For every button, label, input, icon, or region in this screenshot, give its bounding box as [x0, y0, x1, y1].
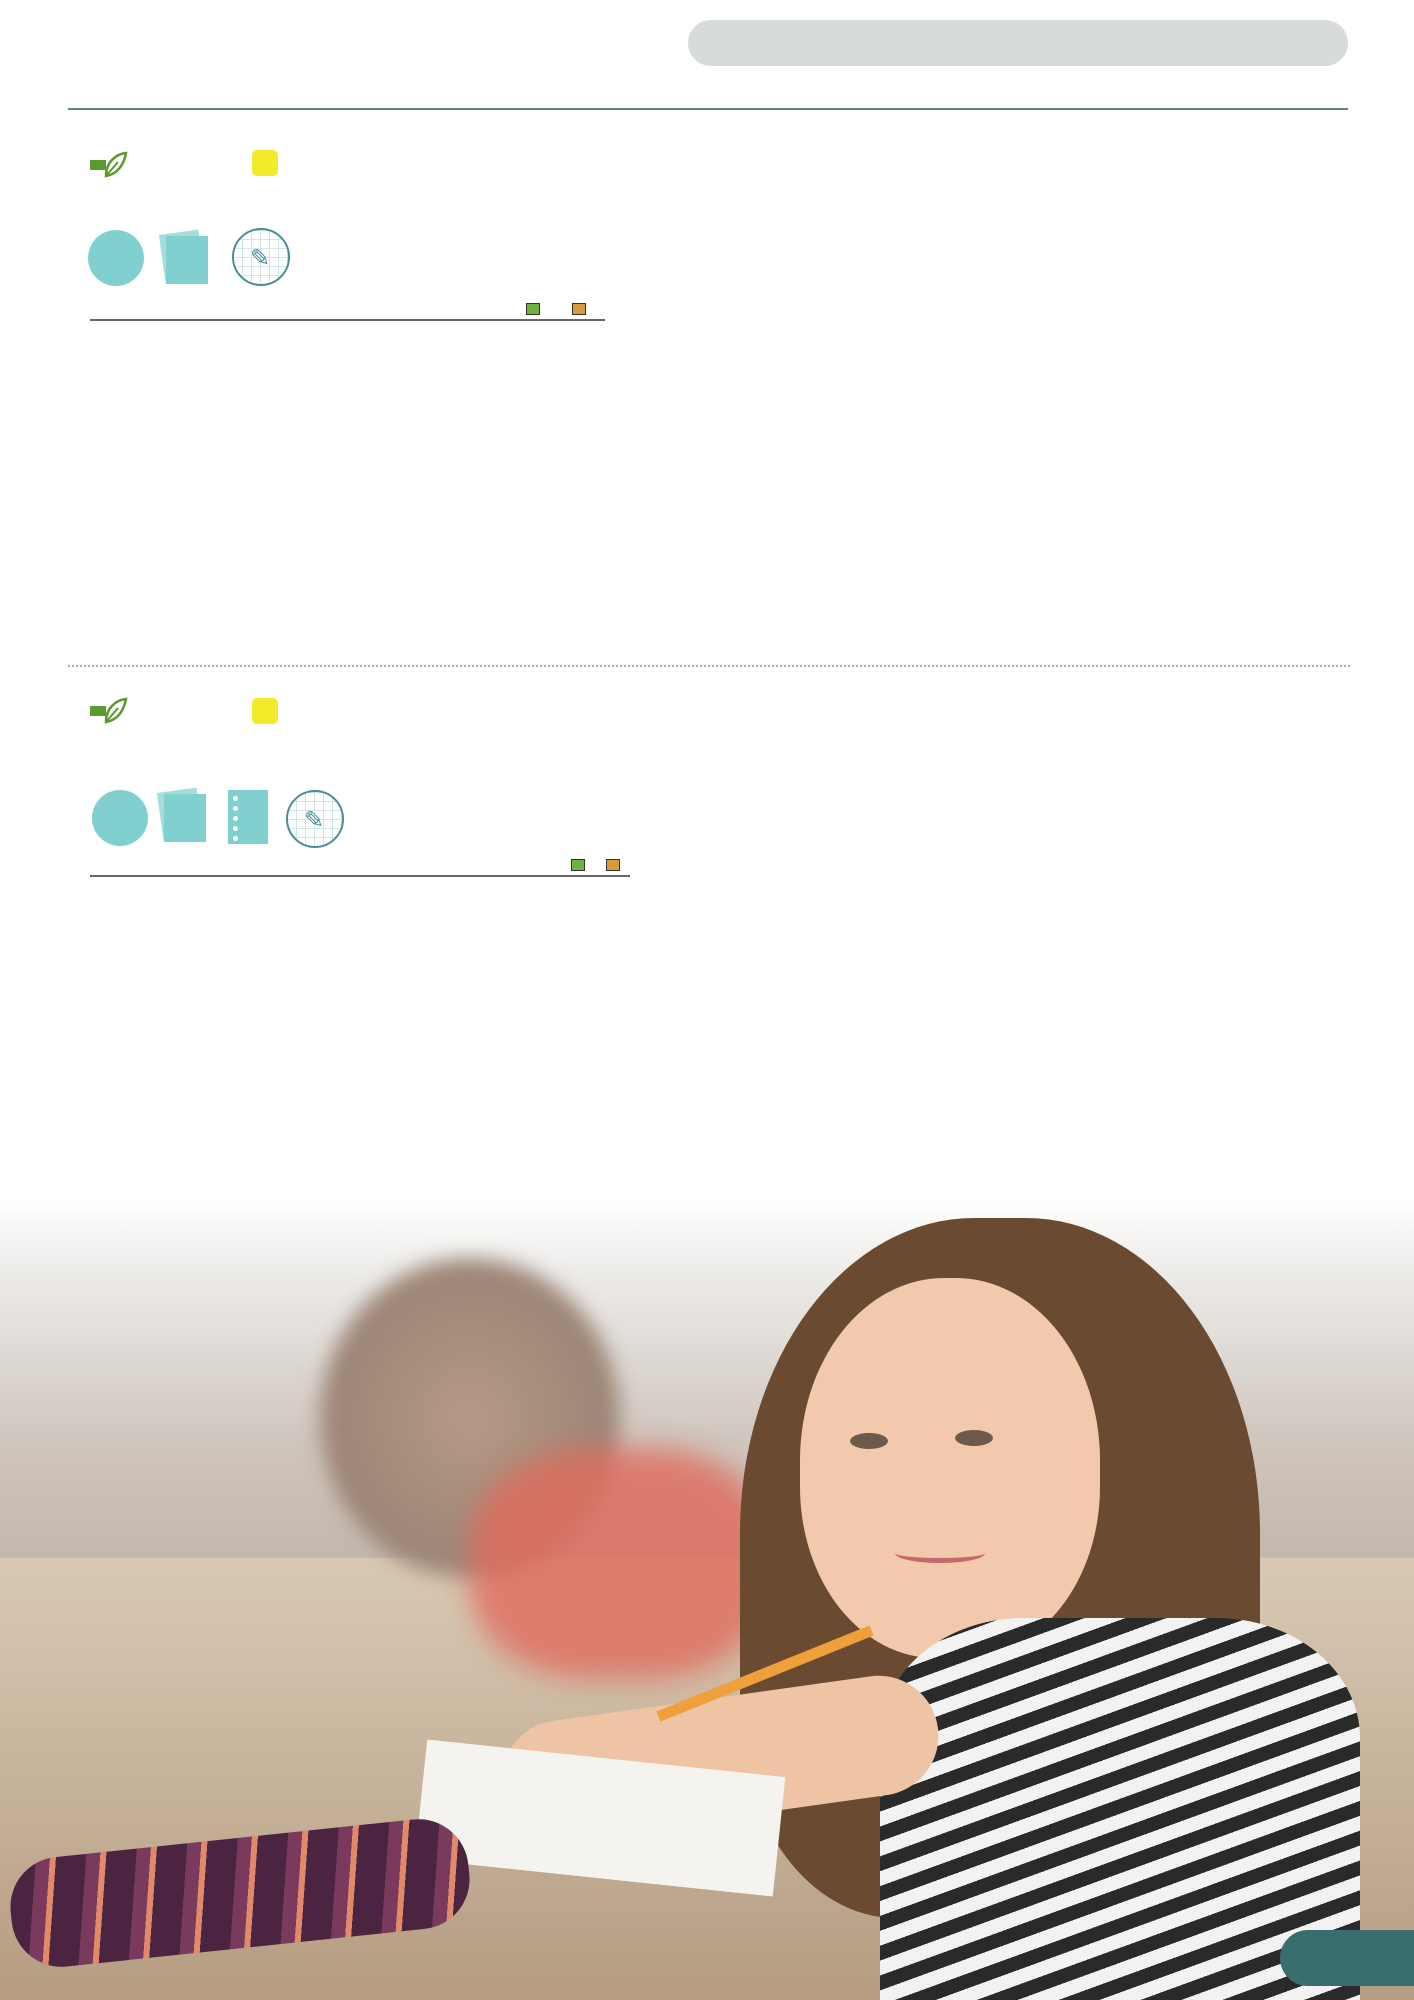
green-pack-icon [526, 303, 540, 315]
section-tag-a [252, 150, 278, 176]
col-paquete [560, 857, 596, 876]
grid-pencil-icon: ✎ [232, 228, 290, 286]
brand-logo-b [90, 686, 128, 736]
page-number [1280, 1930, 1414, 1986]
box-icon [572, 303, 586, 315]
col-formato [228, 301, 368, 320]
col-paquete [513, 301, 553, 320]
grammage-badge-a [88, 230, 144, 286]
sheets-count [166, 236, 208, 284]
green-pack-icon [571, 859, 585, 871]
section-divider [68, 665, 1350, 667]
col-cod [90, 301, 168, 320]
box-icon [606, 859, 620, 871]
col-cod [90, 857, 158, 876]
col-peso [490, 857, 560, 876]
product-table-a [90, 301, 605, 321]
col-formato [208, 857, 286, 876]
col-ref [158, 857, 208, 876]
col-caja [596, 857, 630, 876]
classroom-photo [0, 1198, 1414, 2000]
section-tag-b [252, 698, 278, 724]
sheets-count [164, 794, 206, 842]
header-pill [688, 20, 1348, 66]
col-ref [168, 301, 228, 320]
sheets-count-icon-b [160, 790, 206, 842]
product-table-b [90, 857, 630, 877]
sheets-count-icon-a [162, 232, 208, 284]
header-divider [68, 108, 1348, 110]
punched-sheet-icon [228, 790, 268, 844]
table-header [90, 301, 605, 320]
brand-logo-a [90, 140, 128, 190]
leaf-icon [102, 696, 128, 726]
table-header [90, 857, 630, 876]
col-taladros [408, 857, 490, 876]
col-impresion [368, 301, 513, 320]
col-caja [553, 301, 605, 320]
grammage-badge-b [92, 790, 148, 846]
col-impresion [286, 857, 408, 876]
leaf-icon [102, 150, 128, 180]
grid-pencil-icon: ✎ [286, 790, 344, 848]
